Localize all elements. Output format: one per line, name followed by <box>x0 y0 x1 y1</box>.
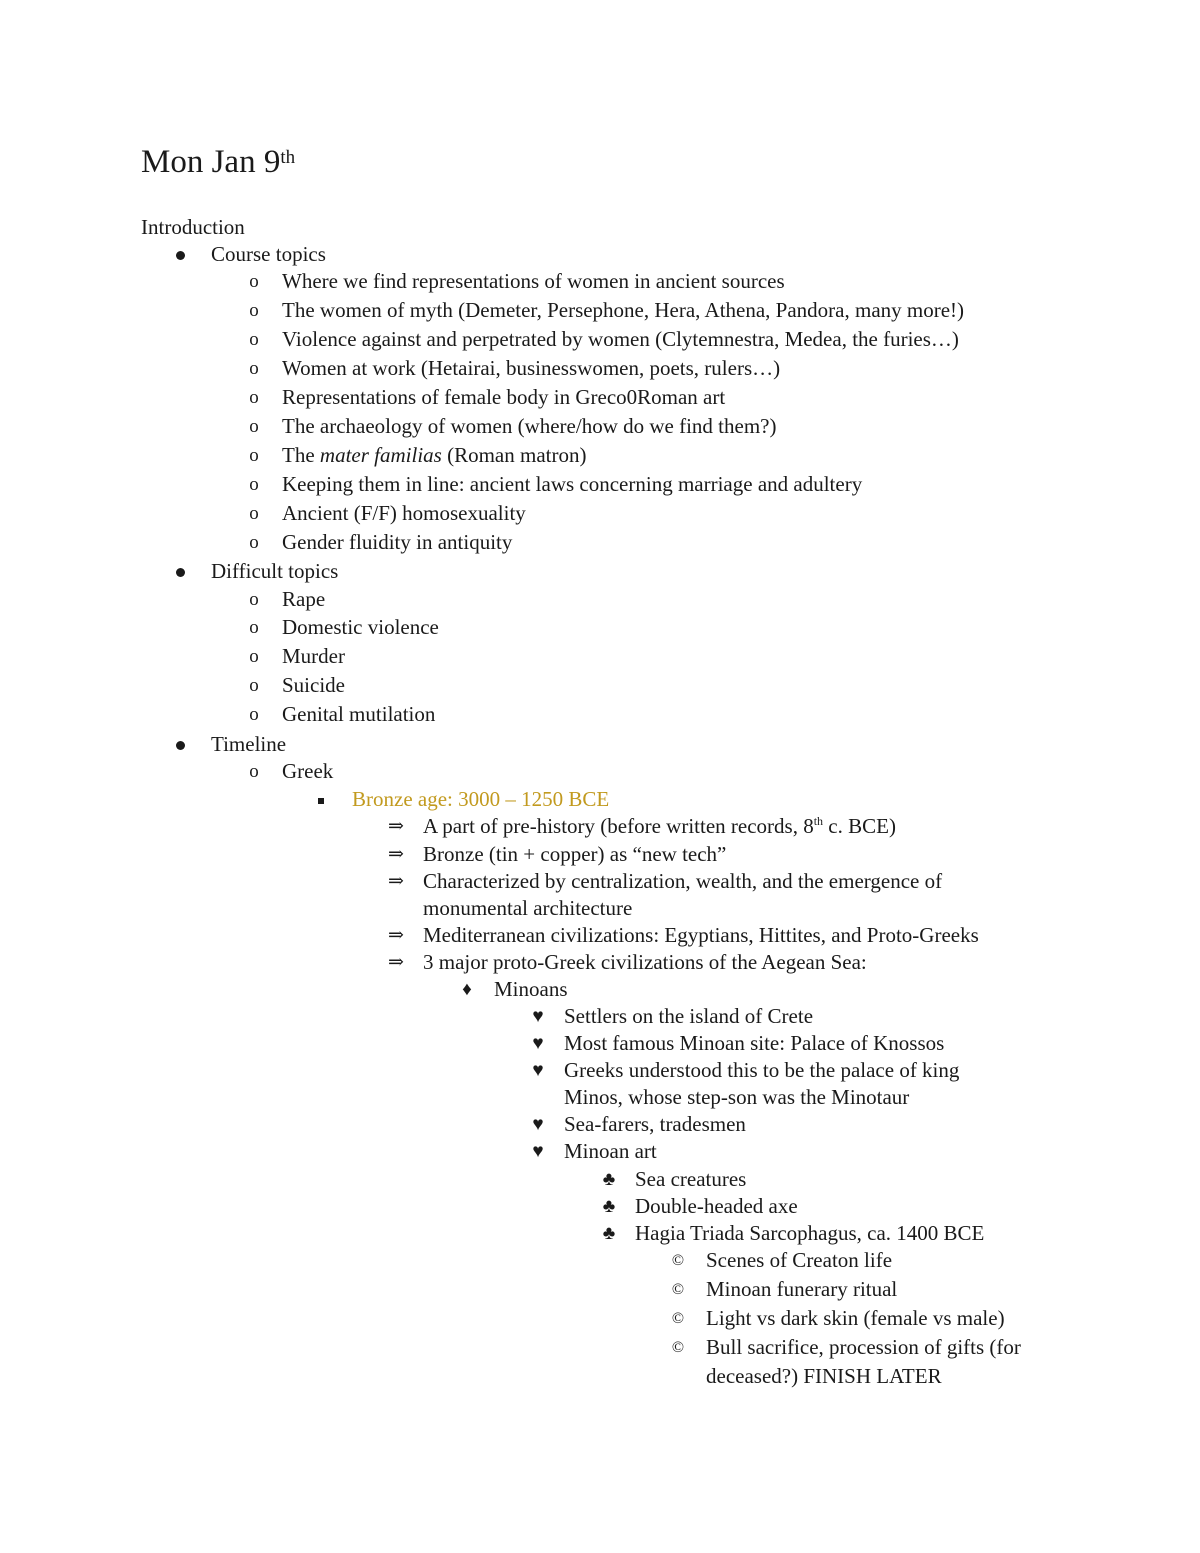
circle-bullet: o <box>249 675 259 696</box>
list-item: Representations of female body in Greco0Roman art <box>282 385 726 409</box>
arrow-bullet: ⇒ <box>388 871 404 892</box>
list-item: Ancient (F/F) homosexuality <box>282 501 526 525</box>
circle-bullet: o <box>249 503 259 524</box>
list-item-mater-familias <box>282 442 586 469</box>
circle-bullet: o <box>249 416 259 437</box>
list-item: Settlers on the island of Crete <box>564 1004 814 1028</box>
list-item: Light vs dark skin (female vs male) <box>706 1306 1005 1330</box>
circle-bullet: o <box>249 617 259 638</box>
list-item: Rape <box>282 587 326 611</box>
title-text: Mon Jan 9 <box>141 144 281 180</box>
list-item-minoan-art: Minoan art <box>564 1139 657 1163</box>
square-bullet <box>311 786 331 813</box>
list-item: Bull sacrifice, procession of gifts (for <box>706 1335 1021 1359</box>
list-item: Sea-farers, tradesmen <box>564 1112 746 1136</box>
title-superscript: th <box>280 147 296 168</box>
list-item: Minoan funerary ritual <box>706 1277 898 1301</box>
list-item: Genital mutilation <box>282 702 436 726</box>
list-item: Sea creatures <box>635 1167 747 1191</box>
list-item: Where we find representations of women in ancient sources <box>282 269 785 293</box>
list-item-difficult-topics: Difficult topics <box>211 559 339 583</box>
list-item: Murder <box>282 644 345 668</box>
list-item-timeline: Timeline <box>211 732 287 756</box>
dot-bullet <box>170 241 190 268</box>
circle-bullet: o <box>249 300 259 321</box>
arrow-bullet: ⇒ <box>388 816 404 837</box>
list-item: Gender fluidity in antiquity <box>282 530 513 554</box>
list-item-continuation: Minos, whose step-son was the Minotaur <box>564 1085 910 1109</box>
list-item: Most famous Minoan site: Palace of Knossos <box>564 1031 945 1055</box>
list-item: Scenes of Creaton life <box>706 1248 893 1272</box>
prehistory-text: A part of pre-history (before written records, 8 <box>423 814 814 838</box>
list-item: The archaeology of women (where/how do we find them?) <box>282 414 777 438</box>
list-item-continuation: monumental architecture <box>423 896 633 920</box>
heart-bullet: ♥ <box>532 1006 544 1027</box>
list-item: Bronze (tin + copper) as “new tech” <box>423 842 727 866</box>
dot-bullet <box>170 558 190 585</box>
list-item: Violence against and perpetrated by women (Clytemnestra, Medea, the furies…) <box>282 327 959 351</box>
heart-bullet: ♥ <box>532 1060 544 1081</box>
page-title <box>141 140 295 184</box>
circle-bullet: o <box>249 271 259 292</box>
circle-bullet: o <box>249 589 259 610</box>
arrow-bullet: ⇒ <box>388 925 404 946</box>
diamond-bullet: ♦ <box>462 979 472 1000</box>
circle-bullet: o <box>249 445 259 466</box>
copyright-bullet: © <box>671 1310 685 1327</box>
club-bullet: ♣ <box>602 1223 616 1244</box>
heart-bullet: ♥ <box>532 1033 544 1054</box>
list-item: The women of myth (Demeter, Persephone, Hera, Athena, Pandora, many more!) <box>282 298 965 322</box>
copyright-bullet: © <box>671 1281 685 1298</box>
mater-italic: mater familias <box>319 443 442 467</box>
copyright-bullet: © <box>671 1339 685 1356</box>
list-item: Hagia Triada Sarcophagus, ca. 1400 BCE <box>635 1221 985 1245</box>
section-heading: Introduction <box>141 215 245 239</box>
list-item: Greeks understood this to be the palace of king <box>564 1058 960 1082</box>
list-item: Suicide <box>282 673 345 697</box>
list-item-bronze-age: Bronze age: 3000 – 1250 BCE <box>352 787 610 811</box>
list-item: Mediterranean civilizations: Egyptians, Hittites, and Proto-Greeks <box>423 923 979 947</box>
list-item: Characterized by centralization, wealth, and the emergence of <box>423 869 943 893</box>
circle-bullet: o <box>249 761 259 782</box>
list-item-greek: Greek <box>282 759 334 783</box>
mater-prefix: The <box>282 443 320 467</box>
dot-bullet <box>170 731 190 758</box>
circle-bullet: o <box>249 329 259 350</box>
list-item: Women at work (Hetairai, businesswomen, poets, rulers…) <box>282 356 781 380</box>
circle-bullet: o <box>249 704 259 725</box>
list-item-continuation: deceased?) FINISH LATER <box>706 1364 942 1388</box>
list-item-minoans: Minoans <box>494 977 568 1001</box>
circle-bullet: o <box>249 646 259 667</box>
list-item: Double-headed axe <box>635 1194 798 1218</box>
club-bullet: ♣ <box>602 1169 616 1190</box>
heart-bullet: ♥ <box>532 1141 544 1162</box>
club-bullet: ♣ <box>602 1196 616 1217</box>
list-item-course-topics: Course topics <box>211 242 326 266</box>
arrow-bullet: ⇒ <box>388 844 404 865</box>
circle-bullet: o <box>249 474 259 495</box>
circle-bullet: o <box>249 387 259 408</box>
circle-bullet: o <box>249 532 259 553</box>
mater-suffix: (Roman matron) <box>441 443 587 467</box>
circle-bullet: o <box>249 358 259 379</box>
copyright-bullet: © <box>671 1252 685 1269</box>
list-item: Keeping them in line: ancient laws concerning marriage and adultery <box>282 472 863 496</box>
prehistory-text-end: c. BCE) <box>823 814 896 838</box>
list-item: 3 major proto-Greek civilizations of the Aegean Sea: <box>423 950 867 974</box>
prehistory-superscript: th <box>813 814 824 828</box>
arrow-bullet: ⇒ <box>388 952 404 973</box>
heart-bullet: ♥ <box>532 1114 544 1135</box>
list-item-prehistory <box>423 813 896 840</box>
list-item: Domestic violence <box>282 615 439 639</box>
